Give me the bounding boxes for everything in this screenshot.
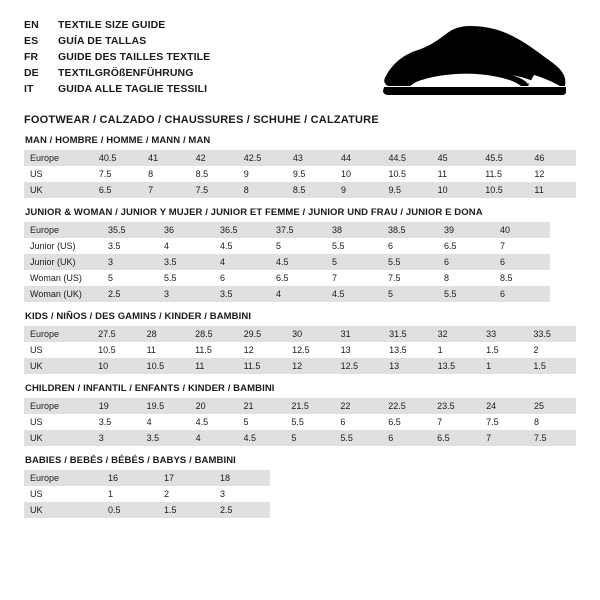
cell: 37.5: [270, 222, 326, 238]
table-row: [24, 398, 576, 414]
cell: 3: [214, 486, 270, 502]
cell: 8: [238, 182, 287, 198]
cell: 13.5: [383, 342, 432, 358]
row-label: Europe: [24, 326, 92, 342]
cell: 12: [286, 358, 335, 374]
cell: 27.5: [92, 326, 141, 342]
cell: 28: [141, 326, 190, 342]
language-title: TEXTILE SIZE GUIDE: [58, 19, 166, 31]
language-title: TEXTILGRÖßENFÜHRUNG: [58, 67, 194, 79]
language-row: [24, 66, 210, 81]
cell: 4.5: [270, 254, 326, 270]
table-row: [24, 502, 270, 518]
cell: 3.5: [102, 238, 158, 254]
cell: 7.5: [528, 430, 576, 446]
section-title: JUNIOR & WOMAN / JUNIOR Y MUJER / JUNIOR ET FEMME / JUNIOR UND FRAU / JUNIOR E DONA: [25, 207, 483, 218]
size-table-kids: [24, 326, 576, 374]
cell: 38: [326, 222, 382, 238]
table-row: [24, 254, 550, 270]
cell: 35.5: [102, 222, 158, 238]
cell: 4.5: [190, 414, 238, 430]
cell: 12: [528, 166, 576, 182]
cell: 12.5: [286, 342, 335, 358]
cell: 6.5: [93, 182, 142, 198]
cell: 42: [190, 150, 238, 166]
table-row: [24, 182, 576, 198]
cell: 11: [141, 342, 190, 358]
cell: 8.5: [190, 166, 238, 182]
table-row: [24, 486, 270, 502]
cell: 44.5: [383, 150, 432, 166]
language-row: [24, 82, 210, 97]
cell: 9.5: [287, 166, 335, 182]
cell: 4: [158, 238, 214, 254]
table-row: [24, 430, 576, 446]
cell: 6: [382, 430, 431, 446]
cell: 11: [189, 358, 238, 374]
cell: 22.5: [382, 398, 431, 414]
cell: 1: [480, 358, 527, 374]
cell: 5: [270, 238, 326, 254]
cell: 4.5: [326, 286, 382, 302]
cell: 0.5: [102, 502, 158, 518]
cell: 39: [438, 222, 494, 238]
language-row: [24, 18, 210, 33]
row-label: Europe: [24, 222, 102, 238]
cell: 38.5: [382, 222, 438, 238]
cell: 7.5: [480, 414, 528, 430]
cell: 6.5: [438, 238, 494, 254]
row-label: Junior (US): [24, 238, 102, 254]
cell: 7: [494, 238, 550, 254]
cell: 21.5: [285, 398, 334, 414]
size-table-man: [24, 150, 576, 198]
cell: 5: [326, 254, 382, 270]
row-label: UK: [24, 358, 92, 374]
cell: 11: [432, 166, 480, 182]
cell: 13: [383, 358, 432, 374]
cell: 19: [93, 398, 141, 414]
cell: 3.5: [158, 254, 214, 270]
cell: 10: [335, 166, 383, 182]
cell: 5.5: [334, 430, 382, 446]
cell: 9: [335, 182, 383, 198]
cell: 9.5: [383, 182, 432, 198]
language-code: IT: [24, 83, 34, 95]
cell: 32: [432, 326, 481, 342]
cell: 10.5: [479, 182, 528, 198]
cell: 5: [382, 286, 438, 302]
section-kids: [24, 302, 576, 374]
cell: 5: [237, 414, 285, 430]
table-row: [24, 150, 576, 166]
section-babies: [24, 446, 576, 518]
cell: 13: [335, 342, 384, 358]
cell: 8: [528, 414, 576, 430]
table-row: [24, 238, 550, 254]
cell: 5.5: [326, 238, 382, 254]
cell: 10.5: [383, 166, 432, 182]
cell: 2.5: [214, 502, 270, 518]
language-code: FR: [24, 51, 39, 63]
cell: 40: [494, 222, 550, 238]
cell: 6: [438, 254, 494, 270]
cell: 6.5: [270, 270, 326, 286]
cell: 18: [214, 470, 270, 486]
cell: 25: [528, 398, 576, 414]
cell: 24: [480, 398, 528, 414]
cell: 6: [494, 254, 550, 270]
cell: 4: [190, 430, 238, 446]
cell: 7: [431, 414, 480, 430]
language-title: GUIDA ALLE TAGLIE TESSILI: [58, 83, 208, 95]
row-label: Woman (UK): [24, 286, 102, 302]
cell: 10: [432, 182, 480, 198]
table-row: [24, 470, 270, 486]
row-label: US: [24, 486, 102, 502]
cell: 31: [335, 326, 384, 342]
cell: 1.5: [527, 358, 576, 374]
cell: 45: [432, 150, 480, 166]
footwear-category-title: FOOTWEAR / CALZADO / CHAUSSURES / SCHUHE / CALZATURE: [24, 114, 379, 126]
language-title: GUÍA DE TALLAS: [58, 35, 147, 47]
row-label: UK: [24, 182, 93, 198]
row-label: Europe: [24, 470, 102, 486]
language-code: DE: [24, 67, 39, 79]
cell: 5: [102, 270, 158, 286]
cell: 28.5: [189, 326, 238, 342]
section-title: MAN / HOMBRE / HOMME / MANN / MAN: [25, 135, 211, 146]
row-label: Woman (US): [24, 270, 102, 286]
cell: 42.5: [238, 150, 287, 166]
cell: 9: [238, 166, 287, 182]
cell: 22: [334, 398, 382, 414]
table-row: [24, 286, 550, 302]
table-row: [24, 222, 550, 238]
cell: 3: [102, 254, 158, 270]
cell: 5.5: [382, 254, 438, 270]
header: [24, 16, 576, 108]
cell: 3: [93, 430, 141, 446]
cell: 3: [158, 286, 214, 302]
cell: 3.5: [141, 430, 190, 446]
cell: 7.5: [190, 182, 238, 198]
cell: 2.5: [102, 286, 158, 302]
section-children: [24, 374, 576, 446]
cell: 2: [527, 342, 576, 358]
table-row: [24, 166, 576, 182]
cell: 1: [102, 486, 158, 502]
cell: 1.5: [480, 342, 527, 358]
cell: 36.5: [214, 222, 270, 238]
cell: 20: [190, 398, 238, 414]
cell: 11: [528, 182, 576, 198]
cell: 3.5: [93, 414, 141, 430]
table-row: [24, 414, 576, 430]
size-table-babies: [24, 470, 270, 518]
language-code: ES: [24, 35, 39, 47]
cell: 8.5: [287, 182, 335, 198]
cell: 7.5: [382, 270, 438, 286]
cell: 33.5: [527, 326, 576, 342]
cell: 4: [214, 254, 270, 270]
cell: 10: [92, 358, 141, 374]
language-list: [24, 16, 210, 97]
section-title: KIDS / NIÑOS / DES GAMINS / KINDER / BAMBINI: [25, 311, 252, 322]
size-table-children: [24, 398, 576, 446]
cell: 3.5: [214, 286, 270, 302]
cell: 5.5: [438, 286, 494, 302]
cell: 6.5: [431, 430, 480, 446]
cell: 13.5: [432, 358, 481, 374]
cell: 33: [480, 326, 527, 342]
cell: 16: [102, 470, 158, 486]
cell: 10.5: [141, 358, 190, 374]
cell: 1.5: [158, 502, 214, 518]
cell: 31.5: [383, 326, 432, 342]
cell: 40.5: [93, 150, 142, 166]
cell: 5: [285, 430, 334, 446]
cell: 41: [142, 150, 190, 166]
cell: 21: [237, 398, 285, 414]
cell: 6: [382, 238, 438, 254]
cell: 46: [528, 150, 576, 166]
cell: 11.5: [189, 342, 238, 358]
cell: 1: [432, 342, 481, 358]
cell: 4: [270, 286, 326, 302]
language-row: [24, 50, 210, 65]
row-label: UK: [24, 502, 102, 518]
cell: 7.5: [93, 166, 142, 182]
cell: 10.5: [92, 342, 141, 358]
cell: 45.5: [479, 150, 528, 166]
cell: 8.5: [494, 270, 550, 286]
section-junior-woman: [24, 198, 576, 302]
table-row: [24, 342, 576, 358]
section-man: [24, 126, 576, 198]
cell: 29.5: [238, 326, 287, 342]
row-label: UK: [24, 430, 93, 446]
cell: 12: [238, 342, 287, 358]
row-label: US: [24, 414, 93, 430]
cell: 4.5: [237, 430, 285, 446]
cell: 43: [287, 150, 335, 166]
row-label: Europe: [24, 150, 93, 166]
cell: 19.5: [141, 398, 190, 414]
cell: 5.5: [285, 414, 334, 430]
section-title: BABIES / BEBÉS / BÉBÉS / BABYS / BAMBINI: [25, 455, 236, 466]
cell: 5.5: [158, 270, 214, 286]
cell: 12.5: [335, 358, 384, 374]
row-label: US: [24, 166, 93, 182]
cell: 2: [158, 486, 214, 502]
cell: 36: [158, 222, 214, 238]
cell: 11.5: [479, 166, 528, 182]
cell: 7: [326, 270, 382, 286]
row-label: Junior (UK): [24, 254, 102, 270]
table-row: [24, 326, 576, 342]
cell: 4: [141, 414, 190, 430]
cell: 7: [142, 182, 190, 198]
language-code: EN: [24, 19, 39, 31]
row-label: US: [24, 342, 92, 358]
cell: 30: [286, 326, 335, 342]
cell: 11.5: [238, 358, 287, 374]
table-row: [24, 270, 550, 286]
cell: 23.5: [431, 398, 480, 414]
cell: 8: [142, 166, 190, 182]
language-row: [24, 34, 210, 49]
cell: 6: [214, 270, 270, 286]
cell: 6.5: [382, 414, 431, 430]
cell: 6: [494, 286, 550, 302]
cell: 6: [334, 414, 382, 430]
dress-shoe-silhouette-icon: [378, 24, 568, 102]
cell: 44: [335, 150, 383, 166]
table-row: [24, 358, 576, 374]
size-table-junior-woman: [24, 222, 550, 302]
cell: 17: [158, 470, 214, 486]
section-title: CHILDREN / INFANTIL / ENFANTS / KINDER / BAMBINI: [25, 383, 275, 394]
language-title: GUIDE DES TAILLES TEXTILE: [58, 51, 211, 63]
cell: 4.5: [214, 238, 270, 254]
cell: 8: [438, 270, 494, 286]
cell: 7: [480, 430, 528, 446]
row-label: Europe: [24, 398, 93, 414]
